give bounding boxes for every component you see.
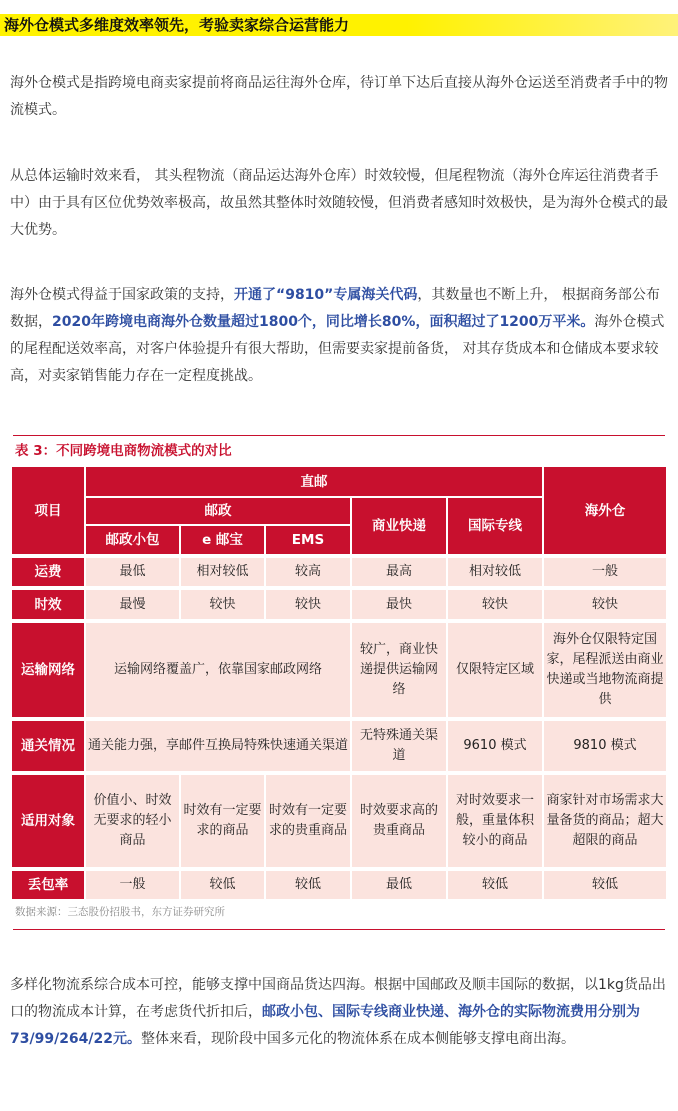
cell-target-postal-small: 价值小、时效无要求的轻小商品 (86, 775, 179, 867)
cell-customs-overseas: 9810 模式 (544, 721, 666, 771)
row-label-timeliness: 时效 (12, 590, 84, 619)
table-source-note: 数据来源：三态股份招股书，东方证券研究所 (15, 906, 225, 918)
cell-timeliness-postal-small: 最慢 (86, 590, 179, 619)
cost-highlight: 邮政小包、国际专线商业快递、海外仓的实际物流费用分别为73/99/264/22元。 (10, 1004, 640, 1047)
cell-timeliness-commercial: 最快 (352, 590, 446, 619)
row-label-network: 运输网络 (12, 623, 84, 717)
cell-network-commercial: 较广，商业快递提供运输网络 (352, 623, 446, 717)
cell-timeliness-ems: 较快 (266, 590, 350, 619)
cell-target-e-post: 时效有一定要求的商品 (181, 775, 264, 867)
policy-text-2: ，其数量也不断上升， 根据商务部公布数据， (10, 287, 660, 330)
cost-text-1: 多样化物流系综合成本可控，能够支撑中国商品货达四海。根据中国邮政及顺丰国际的数据，以1kg货品出口的物流成本计算，在考虑货代折扣后， (10, 977, 666, 1020)
cell-target-intl-line: 对时效要求一般，重量体积较小的商品 (448, 775, 542, 867)
cell-timeliness-e-post: 较快 (181, 590, 264, 619)
header-ems: EMS (266, 526, 350, 554)
cell-loss-commercial: 最低 (352, 871, 446, 899)
header-e-post: e 邮宝 (181, 526, 264, 554)
row-label-customs: 通关情况 (12, 721, 84, 771)
cell-target-commercial: 时效要求高的贵重商品 (352, 775, 446, 867)
cell-loss-overseas: 较低 (544, 871, 666, 899)
header-direct-mail: 直邮 (86, 467, 542, 496)
policy-highlight-stats: 2020年跨境电商海外仓数量超过1800个，同比增长80%，面积超过了1200万平米。 (52, 314, 595, 330)
cell-timeliness-overseas: 较快 (544, 590, 666, 619)
row-label-fee: 运费 (12, 558, 84, 586)
logistics-comparison-table (12, 467, 666, 899)
header-intl-line: 国际专线 (448, 498, 542, 554)
table-top-rule (13, 435, 665, 436)
cell-target-ems: 时效有一定要求的贵重商品 (266, 775, 350, 867)
cell-fee-intl-line: 相对较低 (448, 558, 542, 586)
row-label-loss: 丢包率 (12, 871, 84, 899)
cell-target-overseas: 商家针对市场需求大量备货的商品；超大超限的商品 (544, 775, 666, 867)
cell-fee-overseas: 一般 (544, 558, 666, 586)
header-postal-small: 邮政小包 (86, 526, 179, 554)
cell-network-postal: 运输网络覆盖广，依靠国家邮政网络 (86, 623, 350, 717)
header-overseas-warehouse: 海外仓 (544, 467, 666, 554)
row-label-target: 适用对象 (12, 775, 84, 867)
cell-customs-commercial: 无特殊通关渠道 (352, 721, 446, 771)
cell-customs-intl-line: 9610 模式 (448, 721, 542, 771)
cell-fee-commercial: 最高 (352, 558, 446, 586)
paragraph-cost (10, 972, 670, 1053)
table-bottom-rule (13, 929, 665, 930)
cell-timeliness-intl-line: 较快 (448, 590, 542, 619)
policy-highlight-9810: 开通了“9810”专属海关代码 (234, 287, 418, 303)
paragraph-policy (10, 282, 670, 390)
table-title: 表 3：不同跨境电商物流模式的对比 (15, 443, 232, 459)
section-heading: 海外仓模式多维度效率领先，考验卖家综合运营能力 (4, 16, 350, 34)
cost-text-2: 整体来看，现阶段中国多元化的物流体系在成本侧能够支撑电商出海。 (141, 1031, 576, 1047)
header-commercial-express: 商业快递 (352, 498, 446, 554)
paragraph-timeliness: 从总体运输时效来看， 其头程物流（商品运达海外仓库）时效较慢，但尾程物流（海外仓库运往消费者手中）由于具有区位优势效率极高，故虽然其整体时效随较慢，但消费者感知时效极快，是为海外仓模式的最大优势。 (10, 168, 668, 238)
policy-text-3: 海外仓模式的尾程配送效率高，对客户体验提升有很大帮助，但需要卖家提前备货， 对其存货成本和仓储成本要求较高，对卖家销售能力存在一定程度挑战。 (10, 314, 665, 384)
cell-fee-e-post: 相对较低 (181, 558, 264, 586)
cell-fee-postal-small: 最低 (86, 558, 179, 586)
policy-text-1: 海外仓模式得益于国家政策的支持， (10, 287, 234, 303)
header-postal: 邮政 (86, 498, 350, 524)
paragraph-definition: 海外仓模式是指跨境电商卖家提前将商品运往海外仓库，待订单下达后直接从海外仓运送至消费者手中的物流模式。 (10, 75, 668, 118)
cell-loss-intl-line: 较低 (448, 871, 542, 899)
cell-network-overseas: 海外仓仅限特定国家，尾程派送由商业快递或当地物流商提供 (544, 623, 666, 717)
cell-loss-ems: 较低 (266, 871, 350, 899)
cell-network-intl-line: 仅限特定区域 (448, 623, 542, 717)
cell-fee-ems: 较高 (266, 558, 350, 586)
header-item: 项目 (12, 467, 84, 554)
cell-customs-postal: 通关能力强，享邮件互换局特殊快速通关渠道 (86, 721, 350, 771)
cell-loss-e-post: 较低 (181, 871, 264, 899)
cell-loss-postal-small: 一般 (86, 871, 179, 899)
